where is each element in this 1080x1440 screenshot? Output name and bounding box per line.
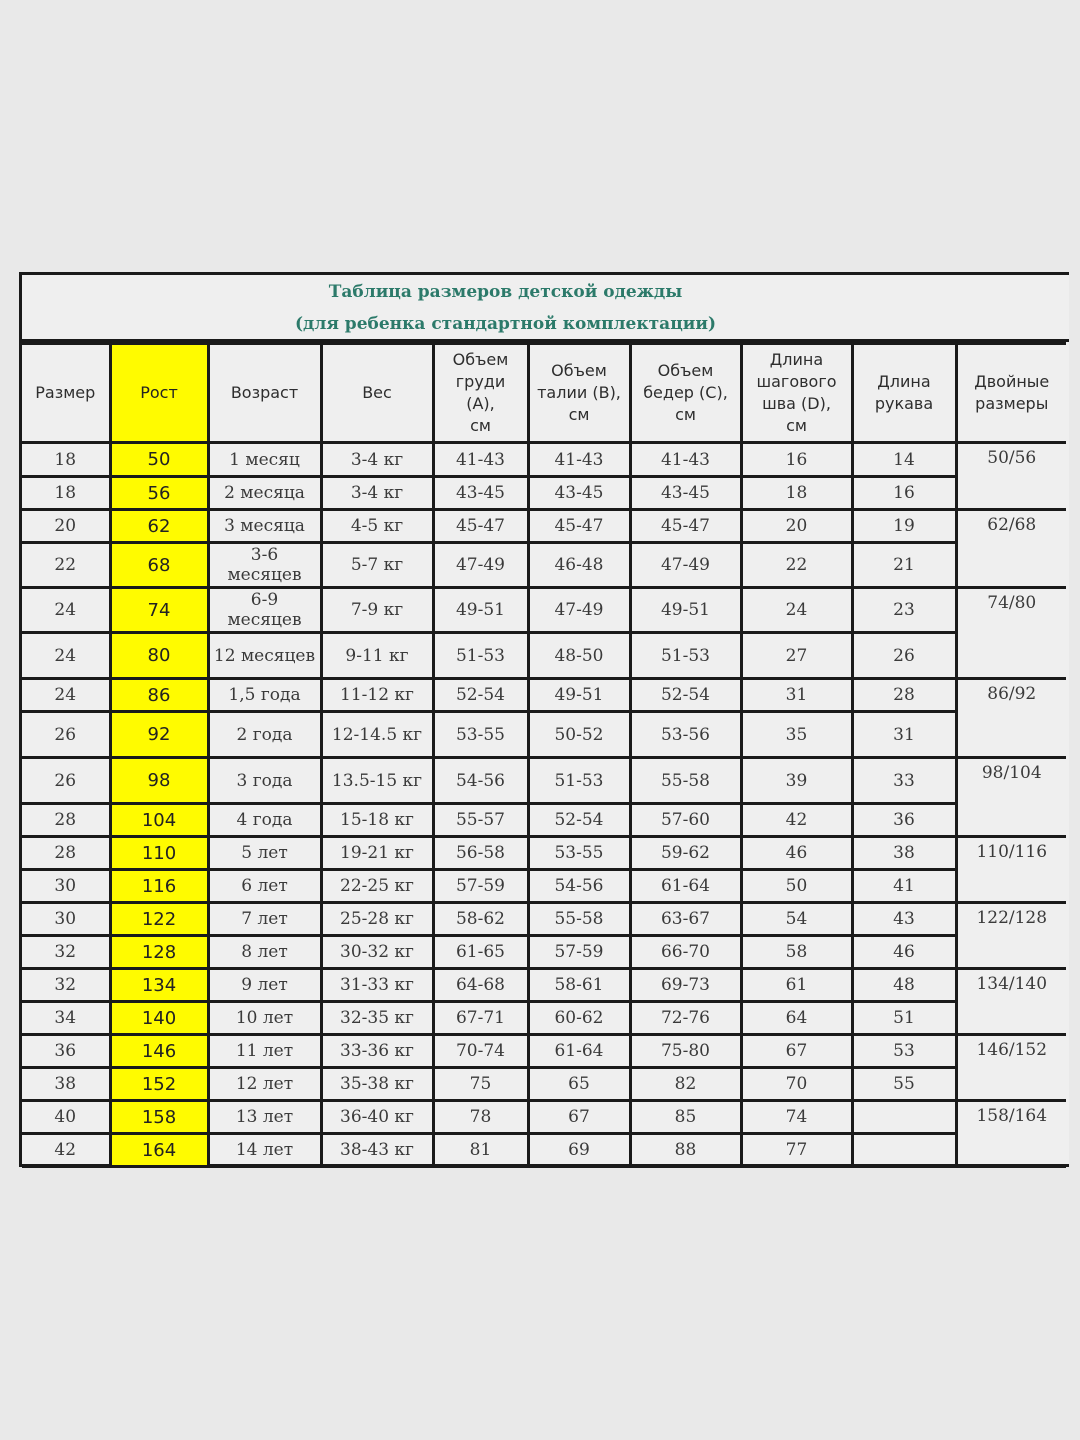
cell-double-size: 146/152 bbox=[956, 1035, 1066, 1101]
header-size: Размер bbox=[22, 344, 110, 443]
cell-waist: 51-53 bbox=[528, 758, 630, 804]
cell-age: 8 лет bbox=[208, 936, 321, 969]
table-row bbox=[22, 1101, 1066, 1134]
header-inseam-line: см bbox=[786, 416, 807, 435]
cell-waist: 60-62 bbox=[528, 1002, 630, 1035]
cell-hips: 75-80 bbox=[630, 1035, 741, 1068]
header-sleeve-line: Длина bbox=[877, 372, 931, 391]
cell-hips: 49-51 bbox=[630, 588, 741, 633]
chart-subtitle: (для ребенка стандартной комплектации) bbox=[294, 314, 717, 334]
cell-weight: 3-4 кг bbox=[321, 443, 433, 477]
cell-age bbox=[208, 588, 321, 633]
cell-height: 164 bbox=[110, 1134, 208, 1167]
cell-inseam: 67 bbox=[741, 1035, 852, 1068]
cell-age: 14 лет bbox=[208, 1134, 321, 1167]
cell-height: 134 bbox=[110, 969, 208, 1002]
cell-hips: 85 bbox=[630, 1101, 741, 1134]
cell-chest: 54-56 bbox=[433, 758, 528, 804]
table-row bbox=[22, 936, 1066, 969]
cell-height: 128 bbox=[110, 936, 208, 969]
cell-height: 50 bbox=[110, 443, 208, 477]
cell-sleeve bbox=[852, 1134, 956, 1167]
cell-waist: 45-47 bbox=[528, 510, 630, 543]
table-row bbox=[22, 679, 1066, 712]
cell-double-size: 86/92 bbox=[956, 679, 1066, 758]
cell-sleeve: 53 bbox=[852, 1035, 956, 1068]
cell-sleeve: 48 bbox=[852, 969, 956, 1002]
cell-sleeve: 31 bbox=[852, 712, 956, 758]
cell-sleeve: 43 bbox=[852, 903, 956, 936]
cell-age-line: месяцев bbox=[227, 565, 302, 585]
cell-inseam: 27 bbox=[741, 633, 852, 679]
cell-sleeve: 46 bbox=[852, 936, 956, 969]
header-chest-line: груди bbox=[455, 372, 506, 391]
cell-hips: 53-56 bbox=[630, 712, 741, 758]
cell-age: 7 лет bbox=[208, 903, 321, 936]
cell-hips: 82 bbox=[630, 1068, 741, 1101]
cell-sleeve: 55 bbox=[852, 1068, 956, 1101]
cell-inseam: 70 bbox=[741, 1068, 852, 1101]
cell-double-size: 74/80 bbox=[956, 588, 1066, 679]
cell-inseam: 22 bbox=[741, 543, 852, 588]
cell-height: 122 bbox=[110, 903, 208, 936]
cell-chest: 57-59 bbox=[433, 870, 528, 903]
table-row bbox=[22, 712, 1066, 758]
cell-weight: 31-33 кг bbox=[321, 969, 433, 1002]
cell-height: 92 bbox=[110, 712, 208, 758]
cell-waist: 50-52 bbox=[528, 712, 630, 758]
cell-weight: 22-25 кг bbox=[321, 870, 433, 903]
cell-chest: 64-68 bbox=[433, 969, 528, 1002]
header-inseam bbox=[741, 344, 852, 443]
cell-inseam: 18 bbox=[741, 477, 852, 510]
cell-weight: 4-5 кг bbox=[321, 510, 433, 543]
cell-chest: 52-54 bbox=[433, 679, 528, 712]
cell-size: 24 bbox=[22, 679, 110, 712]
cell-size: 20 bbox=[22, 510, 110, 543]
header-hips-line: см bbox=[675, 405, 696, 424]
cell-chest: 51-53 bbox=[433, 633, 528, 679]
cell-weight: 5-7 кг bbox=[321, 543, 433, 588]
cell-sleeve: 14 bbox=[852, 443, 956, 477]
header-waist-line: талии (В), bbox=[537, 383, 621, 402]
cell-sleeve: 21 bbox=[852, 543, 956, 588]
cell-weight: 38-43 кг bbox=[321, 1134, 433, 1167]
cell-double-size: 158/164 bbox=[956, 1101, 1066, 1167]
cell-double-size: 50/56 bbox=[956, 443, 1066, 510]
cell-height: 56 bbox=[110, 477, 208, 510]
cell-sleeve: 36 bbox=[852, 804, 956, 837]
cell-hips: 45-47 bbox=[630, 510, 741, 543]
cell-double-size: 98/104 bbox=[956, 758, 1066, 837]
table-row bbox=[22, 837, 1066, 870]
cell-height: 116 bbox=[110, 870, 208, 903]
cell-hips: 72-76 bbox=[630, 1002, 741, 1035]
cell-waist: 41-43 bbox=[528, 443, 630, 477]
cell-chest: 78 bbox=[433, 1101, 528, 1134]
cell-height: 152 bbox=[110, 1068, 208, 1101]
table-row bbox=[22, 804, 1066, 837]
cell-chest: 41-43 bbox=[433, 443, 528, 477]
cell-sleeve: 23 bbox=[852, 588, 956, 633]
cell-weight: 33-36 кг bbox=[321, 1035, 433, 1068]
header-waist-line: см bbox=[568, 405, 590, 424]
cell-inseam: 35 bbox=[741, 712, 852, 758]
cell-weight: 36-40 кг bbox=[321, 1101, 433, 1134]
cell-waist: 46-48 bbox=[528, 543, 630, 588]
header-waist-line: Объем bbox=[551, 361, 607, 380]
cell-size: 18 bbox=[22, 477, 110, 510]
cell-double-size: 62/68 bbox=[956, 510, 1066, 588]
cell-inseam: 42 bbox=[741, 804, 852, 837]
cell-weight: 30-32 кг bbox=[321, 936, 433, 969]
table-row bbox=[22, 1068, 1066, 1101]
header-height: Рост bbox=[110, 344, 208, 443]
cell-waist: 65 bbox=[528, 1068, 630, 1101]
cell-sleeve: 33 bbox=[852, 758, 956, 804]
table-row bbox=[22, 477, 1066, 510]
cell-chest: 47-49 bbox=[433, 543, 528, 588]
cell-weight: 13.5-15 кг bbox=[321, 758, 433, 804]
cell-weight: 7-9 кг bbox=[321, 588, 433, 633]
cell-height: 68 bbox=[110, 543, 208, 588]
cell-inseam: 74 bbox=[741, 1101, 852, 1134]
table-row bbox=[22, 969, 1066, 1002]
cell-size: 24 bbox=[22, 588, 110, 633]
cell-age: 2 года bbox=[208, 712, 321, 758]
cell-hips: 57-60 bbox=[630, 804, 741, 837]
header-sleeve bbox=[852, 344, 956, 443]
cell-inseam: 24 bbox=[741, 588, 852, 633]
table-row bbox=[22, 588, 1066, 633]
cell-hips: 47-49 bbox=[630, 543, 741, 588]
table-row bbox=[22, 543, 1066, 588]
cell-age: 3 месяца bbox=[208, 510, 321, 543]
cell-age: 1 месяц bbox=[208, 443, 321, 477]
cell-waist: 52-54 bbox=[528, 804, 630, 837]
cell-age: 6 лет bbox=[208, 870, 321, 903]
cell-height: 104 bbox=[110, 804, 208, 837]
cell-age: 12 месяцев bbox=[208, 633, 321, 679]
header-hips-line: Объем bbox=[657, 361, 714, 380]
header-chest-line: (А), bbox=[466, 394, 495, 413]
cell-inseam: 64 bbox=[741, 1002, 852, 1035]
cell-hips: 55-58 bbox=[630, 758, 741, 804]
cell-sleeve: 51 bbox=[852, 1002, 956, 1035]
cell-sleeve: 19 bbox=[852, 510, 956, 543]
header-age: Возраст bbox=[208, 344, 321, 443]
cell-height: 140 bbox=[110, 1002, 208, 1035]
cell-hips: 41-43 bbox=[630, 443, 741, 477]
cell-height: 86 bbox=[110, 679, 208, 712]
cell-size: 40 bbox=[22, 1101, 110, 1134]
cell-hips: 63-67 bbox=[630, 903, 741, 936]
cell-inseam: 50 bbox=[741, 870, 852, 903]
header-double-sizes bbox=[956, 344, 1066, 443]
cell-hips: 59-62 bbox=[630, 837, 741, 870]
cell-hips: 88 bbox=[630, 1134, 741, 1167]
header-waist bbox=[528, 344, 630, 443]
cell-height: 74 bbox=[110, 588, 208, 633]
cell-height: 80 bbox=[110, 633, 208, 679]
cell-waist: 54-56 bbox=[528, 870, 630, 903]
cell-age: 1,5 года bbox=[208, 679, 321, 712]
cell-size: 38 bbox=[22, 1068, 110, 1101]
cell-chest: 70-74 bbox=[433, 1035, 528, 1068]
cell-chest: 67-71 bbox=[433, 1002, 528, 1035]
table-row bbox=[22, 633, 1066, 679]
cell-age-line: месяцев bbox=[227, 610, 302, 630]
cell-chest: 49-51 bbox=[433, 588, 528, 633]
cell-hips: 69-73 bbox=[630, 969, 741, 1002]
cell-inseam: 16 bbox=[741, 443, 852, 477]
cell-chest: 43-45 bbox=[433, 477, 528, 510]
cell-sleeve: 26 bbox=[852, 633, 956, 679]
table-row bbox=[22, 1035, 1066, 1068]
cell-chest: 58-62 bbox=[433, 903, 528, 936]
cell-size: 28 bbox=[22, 837, 110, 870]
cell-weight: 3-4 кг bbox=[321, 477, 433, 510]
cell-height: 62 bbox=[110, 510, 208, 543]
cell-double-size: 110/116 bbox=[956, 837, 1066, 903]
cell-waist: 61-64 bbox=[528, 1035, 630, 1068]
cell-height: 146 bbox=[110, 1035, 208, 1068]
cell-weight: 9-11 кг bbox=[321, 633, 433, 679]
header-chest-line: Объем bbox=[452, 350, 509, 369]
size-table bbox=[22, 342, 1066, 1168]
cell-inseam: 31 bbox=[741, 679, 852, 712]
cell-size: 28 bbox=[22, 804, 110, 837]
cell-hips: 52-54 bbox=[630, 679, 741, 712]
cell-waist: 53-55 bbox=[528, 837, 630, 870]
cell-inseam: 61 bbox=[741, 969, 852, 1002]
cell-chest: 56-58 bbox=[433, 837, 528, 870]
cell-weight: 25-28 кг bbox=[321, 903, 433, 936]
header-inseam-line: шва (D), bbox=[762, 394, 831, 413]
cell-size: 26 bbox=[22, 758, 110, 804]
cell-hips: 43-45 bbox=[630, 477, 741, 510]
cell-sleeve: 28 bbox=[852, 679, 956, 712]
table-row bbox=[22, 510, 1066, 543]
cell-height: 110 bbox=[110, 837, 208, 870]
cell-chest: 53-55 bbox=[433, 712, 528, 758]
cell-age bbox=[208, 543, 321, 588]
cell-size: 42 bbox=[22, 1134, 110, 1167]
cell-size: 34 bbox=[22, 1002, 110, 1035]
cell-inseam: 54 bbox=[741, 903, 852, 936]
cell-inseam: 39 bbox=[741, 758, 852, 804]
cell-age-line: 6-9 bbox=[250, 590, 279, 610]
cell-hips: 61-64 bbox=[630, 870, 741, 903]
cell-waist: 57-59 bbox=[528, 936, 630, 969]
header-chest-line: см bbox=[470, 416, 491, 435]
cell-chest: 61-65 bbox=[433, 936, 528, 969]
header-double-line: Двойные bbox=[974, 372, 1050, 391]
cell-waist: 49-51 bbox=[528, 679, 630, 712]
table-row bbox=[22, 870, 1066, 903]
cell-waist: 69 bbox=[528, 1134, 630, 1167]
cell-hips: 66-70 bbox=[630, 936, 741, 969]
cell-age: 12 лет bbox=[208, 1068, 321, 1101]
cell-height: 98 bbox=[110, 758, 208, 804]
cell-hips: 51-53 bbox=[630, 633, 741, 679]
header-sleeve-line: рукава bbox=[874, 394, 934, 413]
cell-inseam: 46 bbox=[741, 837, 852, 870]
cell-inseam: 58 bbox=[741, 936, 852, 969]
cell-height: 158 bbox=[110, 1101, 208, 1134]
chart-title: Таблица размеров детской одежды bbox=[328, 282, 683, 302]
table-row bbox=[22, 903, 1066, 936]
header-inseam-line: Длина bbox=[769, 350, 824, 369]
cell-age: 9 лет bbox=[208, 969, 321, 1002]
size-chart bbox=[19, 272, 1069, 1167]
cell-waist: 48-50 bbox=[528, 633, 630, 679]
cell-weight: 15-18 кг bbox=[321, 804, 433, 837]
cell-waist: 47-49 bbox=[528, 588, 630, 633]
header-chest bbox=[433, 344, 528, 443]
cell-age-line: 3-6 bbox=[250, 545, 279, 565]
cell-weight: 19-21 кг bbox=[321, 837, 433, 870]
cell-size: 24 bbox=[22, 633, 110, 679]
cell-age: 2 месяца bbox=[208, 477, 321, 510]
cell-size: 32 bbox=[22, 936, 110, 969]
cell-waist: 67 bbox=[528, 1101, 630, 1134]
cell-size: 32 bbox=[22, 969, 110, 1002]
cell-double-size: 134/140 bbox=[956, 969, 1066, 1035]
cell-sleeve: 16 bbox=[852, 477, 956, 510]
cell-size: 30 bbox=[22, 870, 110, 903]
cell-inseam: 20 bbox=[741, 510, 852, 543]
cell-age: 11 лет bbox=[208, 1035, 321, 1068]
table-row bbox=[22, 1002, 1066, 1035]
cell-weight: 35-38 кг bbox=[321, 1068, 433, 1101]
cell-age: 5 лет bbox=[208, 837, 321, 870]
cell-double-size: 122/128 bbox=[956, 903, 1066, 969]
cell-size: 36 bbox=[22, 1035, 110, 1068]
cell-age: 13 лет bbox=[208, 1101, 321, 1134]
cell-sleeve: 38 bbox=[852, 837, 956, 870]
header-hips-line: бедер (С), bbox=[643, 383, 728, 402]
cell-weight: 32-35 кг bbox=[321, 1002, 433, 1035]
cell-chest: 55-57 bbox=[433, 804, 528, 837]
header-double-line: размеры bbox=[975, 394, 1049, 413]
table-row bbox=[22, 443, 1066, 477]
cell-age: 3 года bbox=[208, 758, 321, 804]
chart-title-block bbox=[22, 275, 1069, 341]
cell-weight: 11-12 кг bbox=[321, 679, 433, 712]
cell-size: 22 bbox=[22, 543, 110, 588]
cell-waist: 43-45 bbox=[528, 477, 630, 510]
cell-waist: 58-61 bbox=[528, 969, 630, 1002]
cell-size: 26 bbox=[22, 712, 110, 758]
cell-inseam: 77 bbox=[741, 1134, 852, 1167]
cell-chest: 45-47 bbox=[433, 510, 528, 543]
header-row bbox=[22, 344, 1066, 443]
table-row bbox=[22, 758, 1066, 804]
cell-age: 10 лет bbox=[208, 1002, 321, 1035]
cell-weight: 12-14.5 кг bbox=[321, 712, 433, 758]
cell-chest: 75 bbox=[433, 1068, 528, 1101]
header-hips bbox=[630, 344, 741, 443]
header-weight: Вес bbox=[321, 344, 433, 443]
header-inseam-line: шагового bbox=[756, 372, 837, 391]
cell-size: 30 bbox=[22, 903, 110, 936]
cell-chest: 81 bbox=[433, 1134, 528, 1167]
cell-sleeve: 41 bbox=[852, 870, 956, 903]
cell-age: 4 года bbox=[208, 804, 321, 837]
cell-sleeve bbox=[852, 1101, 956, 1134]
table-row bbox=[22, 1134, 1066, 1167]
cell-waist: 55-58 bbox=[528, 903, 630, 936]
cell-size: 18 bbox=[22, 443, 110, 477]
